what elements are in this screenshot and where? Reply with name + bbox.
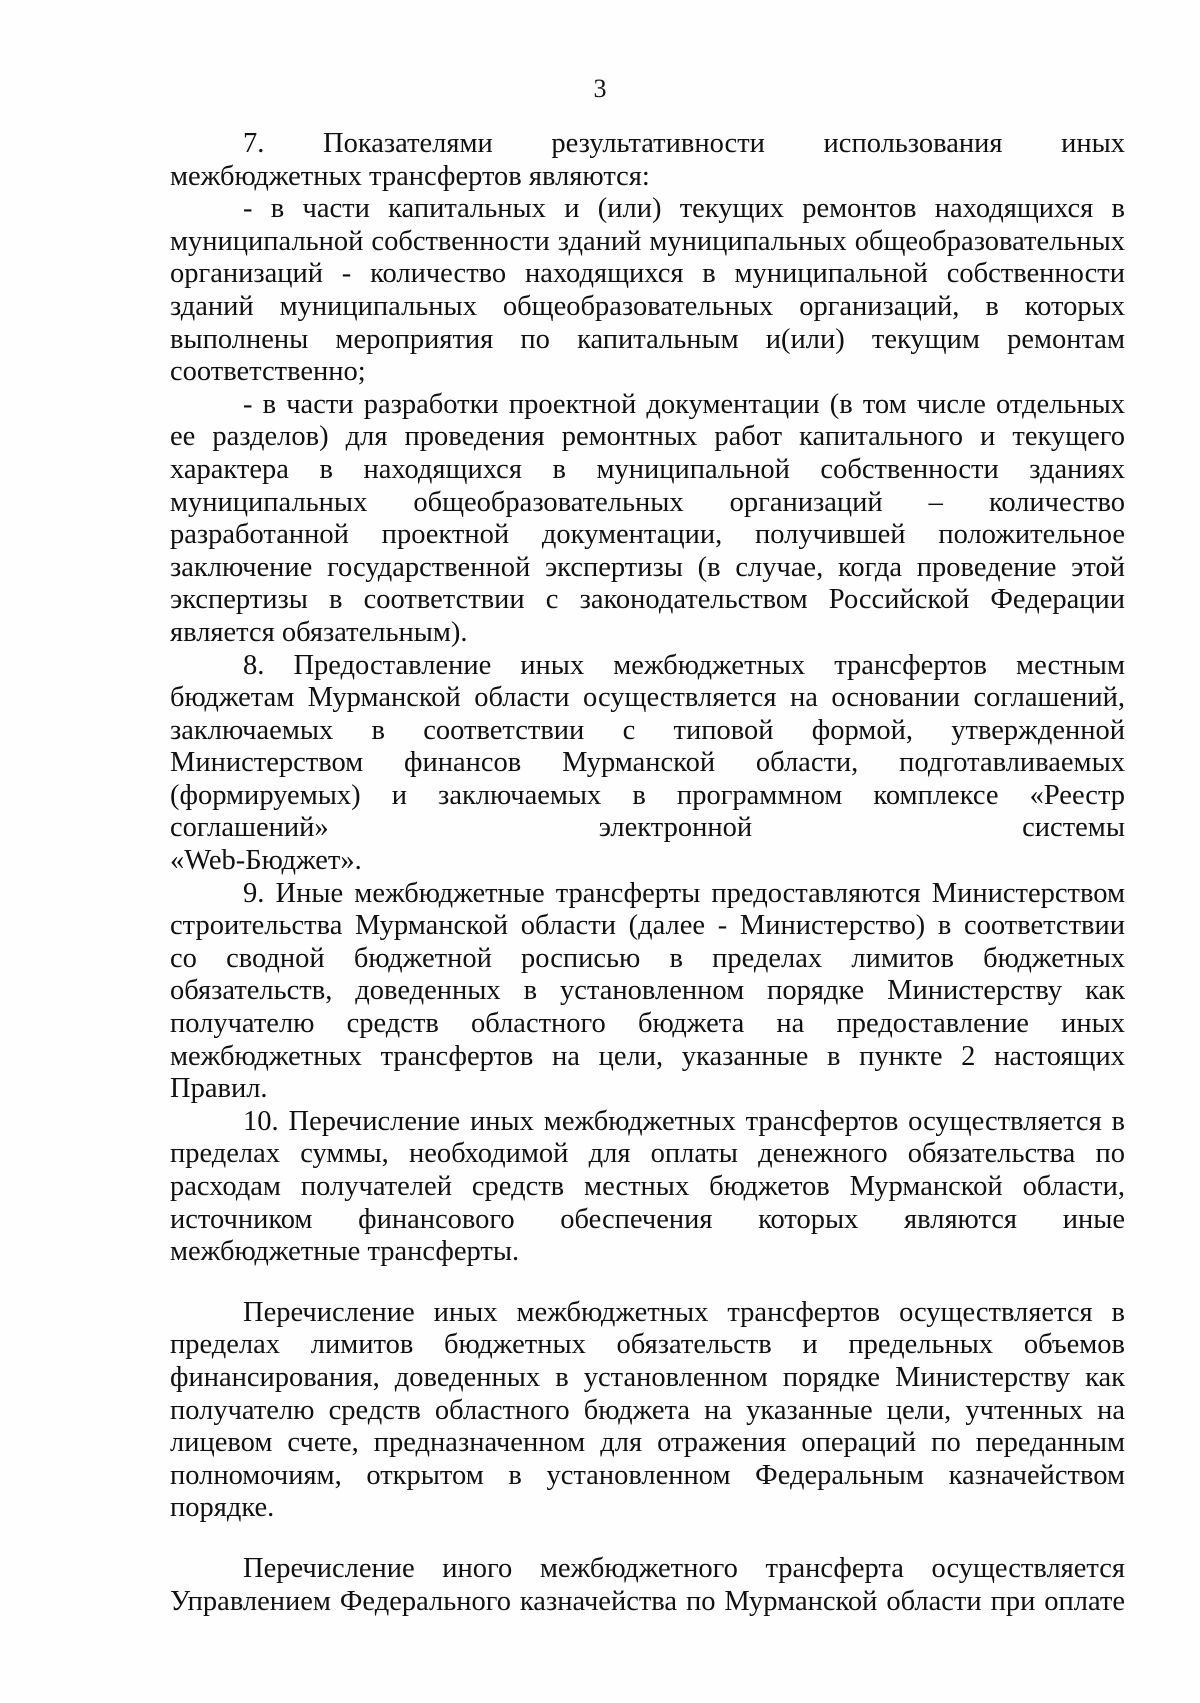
text-line: источником финансового обеспечения которых являются иные — [170, 1203, 1125, 1235]
text-line: обязательств, доведенных в установленном порядке Министерству как — [170, 975, 1125, 1007]
text-line: экспертизы в соответствии с законодательством Российской Федерации — [170, 584, 1125, 616]
text-line: (формируемых) и заключаемых в программном комплексе «Реестр — [170, 779, 1125, 811]
text-line: со сводной бюджетной росписью в пределах лимитов бюджетных — [170, 942, 1125, 974]
text-line: соответственно; — [170, 356, 366, 388]
text-line: получателю средств областного бюджета на предоставление иных — [170, 1008, 1125, 1040]
text-line: муниципальных общеобразовательных организаций – количество — [170, 486, 1125, 518]
text-line: межбюджетные трансферты. — [170, 1236, 520, 1268]
text-line: пределах суммы, необходимой для оплаты денежного обязательства по — [170, 1138, 1125, 1170]
text-line: межбюджетных трансфертов на цели, указанные в пункте 2 настоящих — [170, 1040, 1125, 1072]
text-line: Министерством финансов Мурманской области, подготавливаемых — [170, 747, 1125, 779]
page-number: 3 — [593, 74, 607, 103]
text-line: Управлением Федерального казначейства по Мурманской области при оплате — [170, 1585, 1125, 1617]
text-line: получателю средств областного бюджета на указанные цели, учтенных на — [170, 1394, 1125, 1426]
text-line: межбюджетных трансфертов являются: — [170, 160, 650, 192]
text-line: разработанной проектной документации, получившей положительное — [170, 519, 1125, 551]
text-line: бюджетам Мурманской области осуществляется на основании соглашений, — [170, 682, 1125, 714]
text-line: является обязательным). — [170, 616, 468, 648]
text-line: характера в находящихся в муниципальной собственности зданиях — [170, 453, 1125, 485]
text-line: заключаемых в соответствии с типовой формой, утвержденной — [170, 714, 1125, 746]
text-line: финансирования, доведенных в установленном порядке Министерству как — [170, 1361, 1125, 1393]
text-line: зданий муниципальных общеобразовательных организаций, в которых — [170, 290, 1125, 322]
text-line: 7. Показателями результативности использования иных — [243, 128, 1125, 159]
text-line: 10. Перечисление иных межбюджетных трансфертов осуществляется в — [243, 1105, 1125, 1137]
paragraph — [170, 1553, 1125, 1618]
text-line: соглашений» электронной системы — [170, 812, 1125, 844]
text-line: строительства Мурманской области (далее - Министерство) в соответствии — [170, 910, 1125, 942]
paragraph-gap — [170, 1269, 1125, 1297]
text-line: муниципальной собственности зданий муниципальных общеобразовательных — [170, 225, 1125, 257]
paragraph — [170, 650, 1125, 878]
text-line: Правил. — [170, 1073, 268, 1105]
text-line: выполнены мероприятия по капитальным и(или) текущим ремонтам — [170, 323, 1125, 355]
paragraph — [170, 1297, 1125, 1525]
paragraph — [170, 878, 1125, 1106]
paragraph — [170, 1106, 1125, 1269]
text-line: - в части капитальных и (или) текущих ремонтов находящихся в — [243, 193, 1125, 225]
text-line: расходам получателей средств местных бюджетов Мурманской области, — [170, 1171, 1125, 1202]
text-line: «Web-Бюджет». — [170, 845, 362, 877]
document-body — [170, 128, 1125, 1618]
text-line: 8. Предоставление иных межбюджетных трансфертов местным — [243, 649, 1125, 681]
text-line: пределах лимитов бюджетных обязательств и предельных объемов — [170, 1329, 1125, 1361]
text-line: ее разделов) для проведения ремонтных работ капитального и текущего — [170, 421, 1125, 453]
text-line: порядке. — [170, 1492, 275, 1524]
paragraph-gap — [170, 1525, 1125, 1553]
text-line: Перечисление иных межбюджетных трансфертов осуществляется в — [243, 1296, 1125, 1328]
text-line: 9. Иные межбюджетные трансферты предоставляются Министерством — [243, 877, 1125, 909]
paragraph — [170, 193, 1125, 389]
text-line: - в части разработки проектной документации (в том числе отдельных — [243, 388, 1125, 420]
text-line: заключение государственной экспертизы (в случае, когда проведение этой — [170, 551, 1125, 583]
paragraph — [170, 389, 1125, 650]
paragraph — [170, 128, 1125, 193]
text-line: организаций - количество находящихся в муниципальной собственности — [170, 258, 1125, 290]
text-line: лицевом счете, предназначенном для отражения операций по переданным — [170, 1427, 1125, 1459]
text-line: полномочиям, открытом в установленном Федеральным казначейством — [170, 1459, 1125, 1491]
text-line: Перечисление иного межбюджетного трансферта осуществляется — [243, 1552, 1125, 1584]
